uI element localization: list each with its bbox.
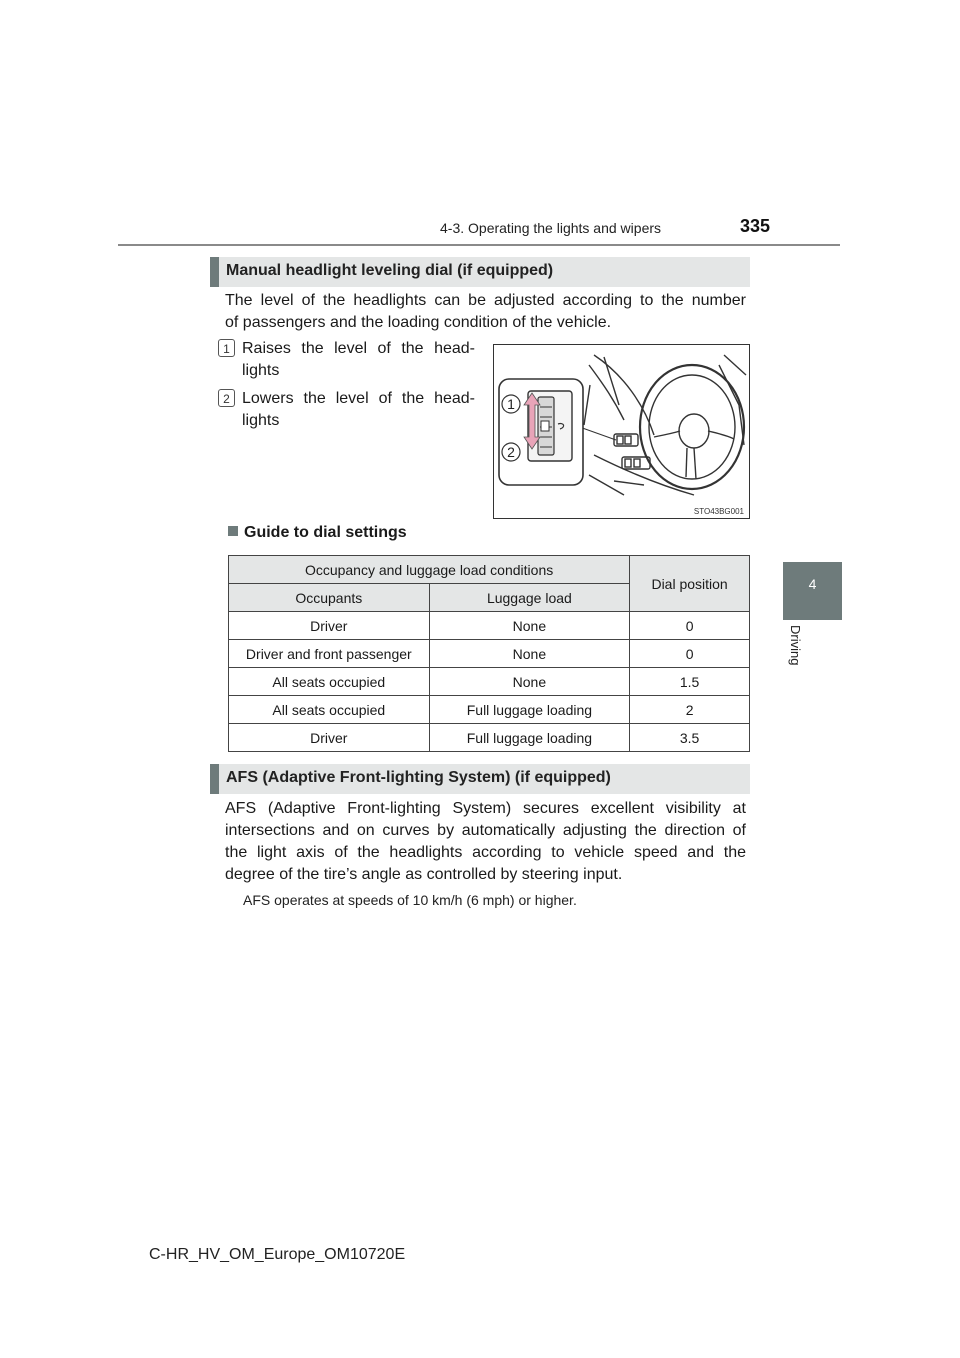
afs-paragraph <box>225 798 746 886</box>
cell-luggage: Full luggage loading <box>429 696 630 724</box>
cell-dial: 1.5 <box>630 668 750 696</box>
table-header-dial: Dial position <box>630 556 750 612</box>
afs-line-3: the light axis of the headlights according to vehicle speed and the <box>225 844 746 861</box>
section-heading-headlight-leveling <box>210 257 750 287</box>
cell-occupants: Driver <box>229 612 430 640</box>
item-lower-line-2: lights <box>242 412 280 429</box>
afs-line-1: AFS (Adaptive Front-lighting System) secures excellent visibility at <box>225 800 746 817</box>
section-heading-text: AFS (Adaptive Front-lighting System) (if equipped) <box>226 769 611 786</box>
table-header-luggage: Luggage load <box>429 584 630 612</box>
square-bullet-icon <box>228 526 238 536</box>
item-raise-line-2: lights <box>242 362 280 379</box>
item-raise-line-1: Raises the level of the head- <box>242 340 475 357</box>
figure-callout-1: 1 <box>507 396 515 412</box>
chapter-tab-label-text: Driving <box>788 625 803 666</box>
headlight-dial-illustration <box>493 344 750 519</box>
table-row <box>229 612 750 640</box>
cell-luggage: None <box>429 640 630 668</box>
item-number-badge: 1 <box>218 339 235 357</box>
cell-dial: 3.5 <box>630 724 750 752</box>
cell-dial: 0 <box>630 640 750 668</box>
intro-line-1: The level of the headlights can be adjusted according to the number <box>225 292 746 309</box>
document-code: C-HR_HV_OM_Europe_OM10720E <box>149 1246 406 1263</box>
guide-subheading-text: Guide to dial settings <box>244 524 407 541</box>
afs-note: AFS operates at speeds of 10 km/h (6 mph) or higher. <box>243 892 577 908</box>
cell-dial: 2 <box>630 696 750 724</box>
table-row <box>229 724 750 752</box>
chapter-tab-label <box>787 625 807 685</box>
cell-luggage: Full luggage loading <box>429 724 630 752</box>
header-rule <box>118 244 840 246</box>
chapter-tab-number: 4 <box>808 576 817 592</box>
cell-occupants: All seats occupied <box>229 668 430 696</box>
running-header-section: 4-3. Operating the lights and wipers <box>440 220 662 236</box>
figure-callout-2: 2 <box>507 444 515 460</box>
section-heading-afs <box>210 764 750 794</box>
cell-occupants: All seats occupied <box>229 696 430 724</box>
guide-subheading <box>228 524 407 542</box>
table-row <box>229 640 750 668</box>
cell-occupants: Driver <box>229 724 430 752</box>
intro-line-2: of passengers and the loading condition of the vehicle. <box>225 314 612 331</box>
cell-dial: 0 <box>630 612 750 640</box>
table-row <box>229 668 750 696</box>
intro-paragraph <box>225 290 746 334</box>
section-heading-text: Manual headlight leveling dial (if equipped) <box>226 262 554 279</box>
dial-settings-table <box>228 555 750 752</box>
figure-code: STO43BG001 <box>693 507 744 516</box>
cell-luggage: None <box>429 612 630 640</box>
item-lower-line-1: Lowers the level of the head- <box>242 390 475 407</box>
item-number-badge: 2 <box>218 389 235 407</box>
page-number: 335 <box>740 216 771 236</box>
cell-luggage: None <box>429 668 630 696</box>
item-lower-text <box>242 388 475 432</box>
cell-occupants: Driver and front passenger <box>229 640 430 668</box>
afs-line-4: degree of the tire’s angle as controlled by steering input. <box>225 866 623 883</box>
item-raise-text <box>242 338 475 382</box>
dashboard-drawing <box>494 345 749 518</box>
table-group-header: Occupancy and luggage load conditions <box>229 556 630 584</box>
afs-line-2: intersections and on curves by automatically adjusting the direction of <box>225 822 746 839</box>
table-header-occupants: Occupants <box>229 584 430 612</box>
table-row <box>229 696 750 724</box>
